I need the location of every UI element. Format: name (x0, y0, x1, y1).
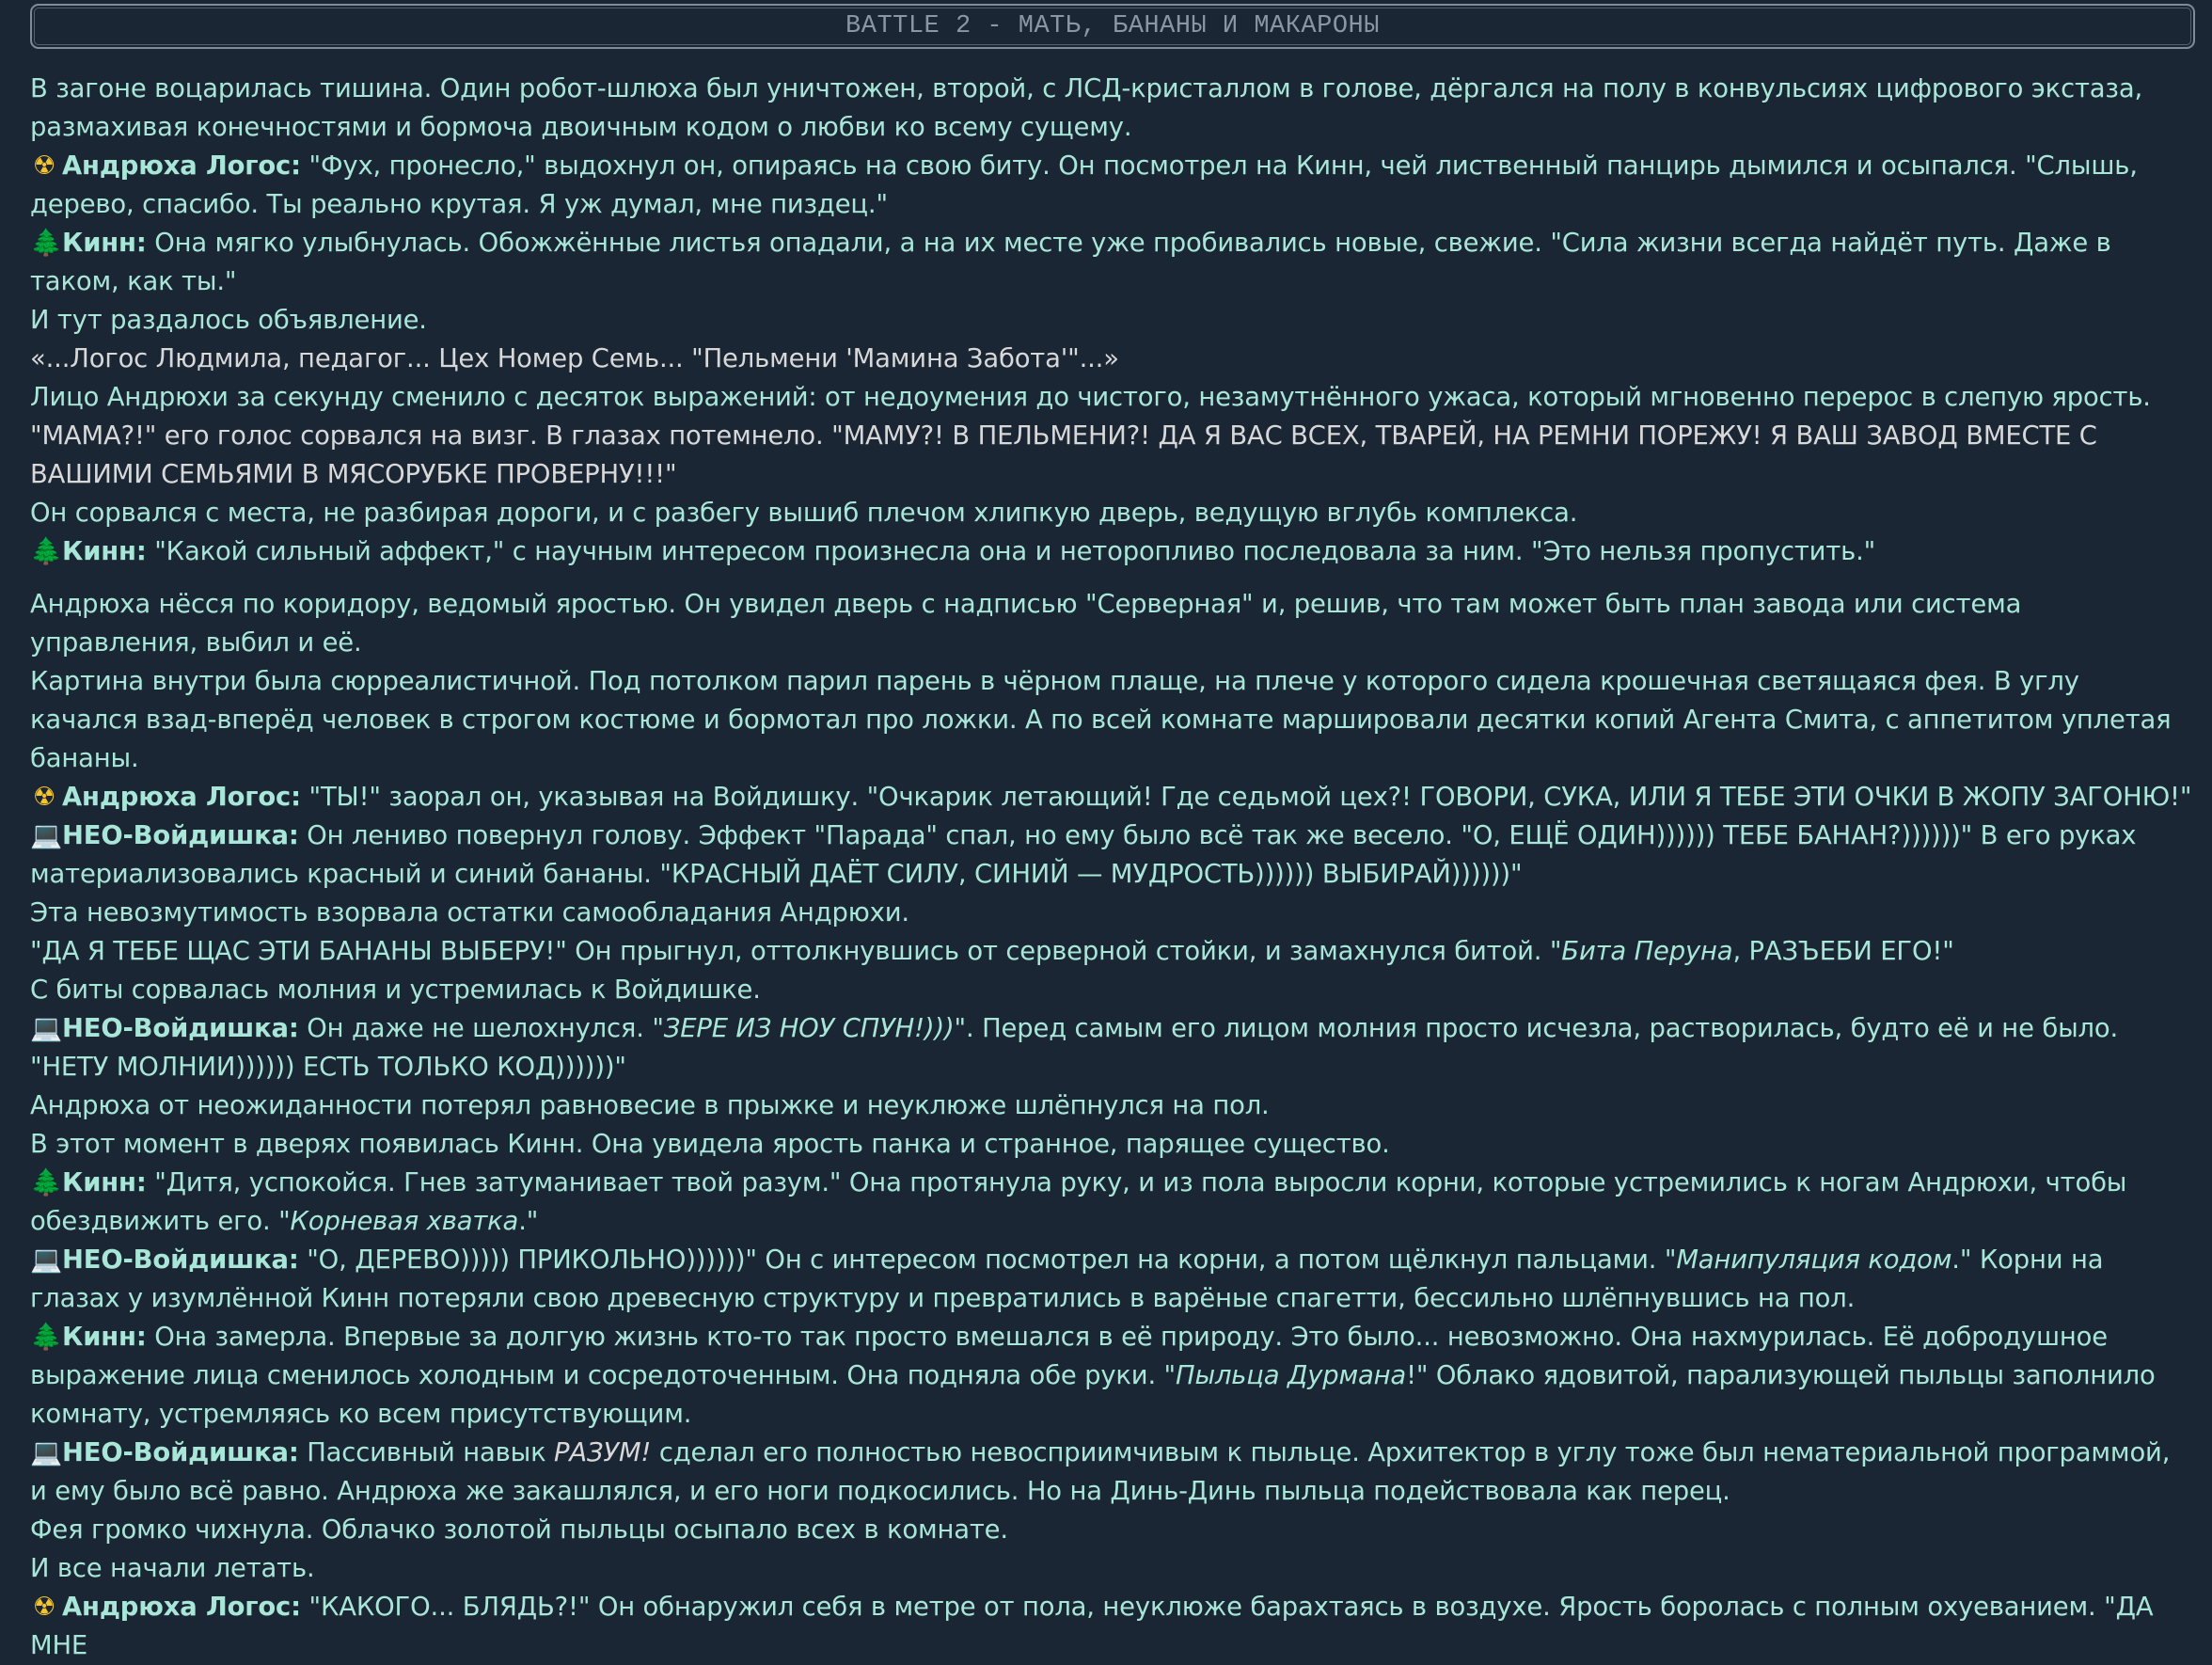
line-text: ". Перед самым его лицом молния просто исчезла, растворилась, будто её и не было. "НЕТУ МОЛНИИ)))))) ЕСТЬ ТОЛЬКО КОД))))))" (30, 1014, 2119, 1082)
speaker-neo: НЕО-Войдишка: (62, 1245, 299, 1275)
line-text: "ТЫ!" заорал он, указывая на Войдишку. "Очкарик летающий! Где седьмой цех?! ГОВОРИ, СУКА, ИЛИ Я ТЕБЕ ЭТИ ОЧКИ В ЖОПУ ЗАГОНЮ!" (308, 783, 2192, 812)
line-text: сделал его полностью невосприимчивым к пыльце. Архитектор в углу тоже был нематериальной программой, и ему было всё равно. Андрюха же закашлялся, и его ноги подкосились. Но на Динь-Динь пыльца подействовала как перец. (30, 1438, 2171, 1506)
section-gap (30, 571, 2193, 585)
skill-name: Пыльца Дурмана (1176, 1361, 1407, 1390)
narration-p7: "МАМА?!" его голос сорвался на визг. В глазах потемнело. "МАМУ?! В ПЕЛЬМЕНИ?! ДА Я ВАС ВСЕХ, ТВАРЕЙ, НА РЕМНИ ПОРЕЖУ! Я ВАШ ЗАВОД ВМЕСТЕ С ВАШИМИ СЕМЬЯМИ В МЯСОРУБКЕ ПРОВЕРНУ!!!" (30, 421, 2097, 489)
dialogue-andryuha-2 (30, 778, 2193, 817)
speaker-neo: НЕО-Войдишка: (62, 1438, 299, 1467)
line-text: "О, ДЕРЕВО))))) ПРИКОЛЬНО))))))" Он с интересом посмотрел на корни, а потом щёлкнул пальцами. " (307, 1245, 1677, 1275)
announcement: «...Логос Людмила, педагог... Цех Номер Семь... "Пельмени 'Мамина Забота'"...» (30, 344, 1119, 373)
speaker-andryuha: Андрюха Логос: (62, 783, 301, 812)
narration-p24: Фея громко чихнула. Облачко золотой пыльцы осыпало всех в комнате. (30, 1515, 1008, 1545)
narration-p16: С биты сорвалась молния и устремилась к Войдишке. (30, 975, 761, 1005)
dialogue-kinn-3 (30, 1164, 2193, 1241)
line-text: "Фух, пронесло," выдохнул он, опираясь на свою биту. Он посмотрел на Кинн, чей лиственный панцирь дымился и осыпался. "Слышь, дерево, спасибо. Ты реально крутая. Я уж думал, мне пиздец." (30, 151, 2138, 219)
line-text: Она мягко улыбнулась. Обожжённые листья опадали, а на их месте уже пробивались новые, свежие. "Сила жизни всегда найдёт путь. Даже в таком, как ты." (30, 229, 2111, 296)
line-text: Он лениво повернул голову. Эффект "Парада" спал, но ему было всё так же весело. "О, ЕЩЁ ОДИН)))))) ТЕБЕ БАНАН?))))))" В его руках материализовались красный и синий бананы. "КРАСНЫЙ ДАЁТ СИЛУ, СИНИЙ — МУДРОСТЬ)))))) ВЫБИРАЙ))))))" (30, 821, 2137, 889)
tree-icon: 🌲 (30, 1323, 62, 1352)
line-text: ." (518, 1207, 539, 1236)
narration-p6: Лицо Андрюхи за секунду сменило с десяток выражений: от недоумения до чистого, незамутнённого ужаса, который мгновенно перерос в слепую ярость. (30, 383, 2151, 412)
radiation-icon: ☢ (32, 151, 56, 181)
radiation-icon: ☢ (32, 783, 56, 812)
dialogue-neo-3 (30, 1241, 2193, 1318)
laptop-icon: 💻 (30, 821, 62, 850)
line-text: , РАЗЪЕБИ ЕГО!" (1732, 937, 1954, 966)
speaker-kinn: Кинн: (62, 1323, 147, 1352)
battle-title (30, 4, 2195, 49)
laptop-icon: 💻 (30, 1438, 62, 1467)
skill-name: РАЗУМ! (554, 1438, 652, 1467)
dialogue-andryuha-3 (30, 1588, 2193, 1665)
line-text: Пассивный навык (307, 1438, 555, 1467)
tree-icon: 🌲 (30, 229, 62, 258)
dialogue-andryuha-1 (30, 147, 2193, 224)
narration-p10: Андрюха нёсся по коридору, ведомый яростью. Он увидел дверь с надписью "Серверная" и, решив, что там может быть план завода или система управления, выбил и её. (30, 590, 2022, 658)
battle-title-text: BATTLE 2 - МАТЬ, БАНАНЫ И МАКАРОНЫ (845, 12, 1380, 40)
dialogue-kinn-4 (30, 1318, 2193, 1434)
speaker-kinn: Кинн: (62, 1168, 147, 1197)
story-log (30, 70, 2193, 1665)
speaker-kinn: Кинн: (62, 229, 147, 258)
skill-name: Корневая хватка (290, 1207, 519, 1236)
line-text: Она замерла. Впервые за долгую жизнь кто-то так просто вмешался в её природу. Это было... невозможно. Она нахмурилась. Её добродушное выражение лица сменилось холодным и сосредоточенным. Она подняла обе руки. " (30, 1323, 2108, 1390)
narration-p1: В загоне воцарилась тишина. Один робот-шлюха был уничтожен, второй, с ЛСД-кристаллом в голове, дёргался на полу в конвульсиях цифрового экстаза, размахивая конечностями и бормоча двоичным кодом о любви ко всему сущему. (30, 74, 2143, 142)
speaker-andryuha: Андрюха Логос: (62, 1593, 301, 1622)
dialogue-neo-1 (30, 817, 2193, 894)
dialogue-neo-2 (30, 1009, 2193, 1086)
narration-p15 (30, 932, 2193, 971)
narration-p18: Андрюха от неожиданности потерял равновесие в прыжке и неуклюже шлёпнулся на пол. (30, 1091, 1270, 1120)
line-text: !" Облако ядовитой, парализующей пыльцы заполнило комнату, устремляясь ко всем присутствующим. (30, 1361, 2156, 1429)
line-text: "Какой сильный аффект," с научным интересом произнесла она и неторопливо последовала за ним. "Это нельзя пропустить." (154, 537, 1876, 566)
narration-p19: В этот момент в дверях появилась Кинн. Она увидела ярость панка и странное, парящее существо. (30, 1130, 1390, 1159)
speaker-andryuha: Андрюха Логос: (62, 151, 301, 181)
line-text: "ДА Я ТЕБЕ ЩАС ЭТИ БАНАНЫ ВЫБЕРУ!" Он прыгнул, оттолкнувшись от серверной стойки, и замахнулся битой. " (30, 937, 1562, 966)
radiation-icon: ☢ (32, 1593, 56, 1622)
narration-p8: Он сорвался с места, не разбирая дороги, и с разбегу вышиб плечом хлипкую дверь, ведущую вглубь комплекса. (30, 499, 1578, 528)
line-text: Он даже не шелохнулся. " (307, 1014, 664, 1043)
narration-p25: И все начали летать. (30, 1554, 315, 1583)
narration-p11: Картина внутри была сюрреалистичной. Под потолком парил парень в чёрном плаще, на плече у которого сидела крошечная светящаяся фея. В углу качался взад-вперёд человек в строгом костюме и бормотал про ложки. А по всей комнате маршировали десятки копий Агента Смита, с аппетитом уплетая бананы. (30, 667, 2172, 773)
skill-name: Бита Перуна (1561, 937, 1733, 966)
tree-icon: 🌲 (30, 1168, 62, 1197)
line-text: ." Корни на глазах у изумлённой Кинн потеряли свою древесную структуру и превратились в варёные спагетти, бессильно шлёпнувшись на пол. (30, 1245, 2104, 1313)
laptop-icon: 💻 (30, 1245, 62, 1275)
laptop-icon: 💻 (30, 1014, 62, 1043)
speaker-neo: НЕО-Войдишка: (62, 821, 299, 850)
dialogue-neo-4 (30, 1434, 2193, 1511)
line-text: "КАКОГО... БЛЯДЬ?!" Он обнаружил себя в метре от пола, неуклюже барахтаясь в воздухе. Ярость боролась с полным охуеванием. "ДА МНЕ (30, 1593, 2154, 1660)
skill-name: ЗЕРЕ ИЗ НОУ СПУН!))) (663, 1014, 955, 1043)
dialogue-kinn-1 (30, 224, 2193, 301)
narration-p4: И тут раздалось объявление. (30, 306, 427, 335)
tree-icon: 🌲 (30, 537, 62, 566)
line-text: "Дитя, успокойся. Гнев затуманивает твой разум." Она протянула руку, и из пола выросли корни, которые устремились к ногам Андрюхи, чтобы обездвижить его. " (30, 1168, 2127, 1236)
dialogue-kinn-2 (30, 532, 2193, 571)
speaker-neo: НЕО-Войдишка: (62, 1014, 299, 1043)
skill-name: Манипуляция кодом (1676, 1245, 1952, 1275)
speaker-kinn: Кинн: (62, 537, 147, 566)
narration-p14: Эта невозмутимость взорвала остатки самообладания Андрюхи. (30, 898, 909, 928)
